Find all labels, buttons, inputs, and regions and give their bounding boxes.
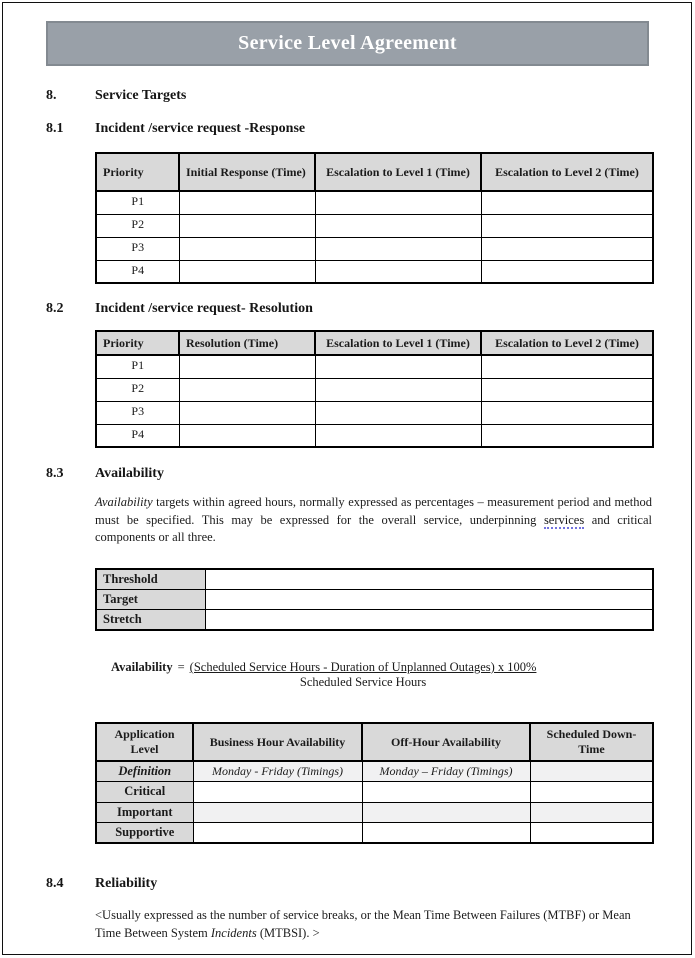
response-table xyxy=(95,152,654,284)
empty-cell xyxy=(179,401,315,424)
empty-cell xyxy=(205,569,653,590)
formula-label: Availability xyxy=(111,660,173,674)
paragraph-text: targets within agreed hours, normally expressed as percentages – measurement period and method must be specified. This may be expressed for the overall service, underpinning xyxy=(95,495,652,527)
scheduled-downtime-cell xyxy=(530,761,653,782)
priority-cell: P2 xyxy=(96,378,179,401)
table-row-important xyxy=(96,802,653,823)
scheduled-downtime-cell xyxy=(530,782,653,803)
table-row xyxy=(96,569,653,590)
empty-cell xyxy=(315,260,481,283)
table-header-row xyxy=(96,331,653,355)
title-banner xyxy=(46,21,649,66)
section-title: Service Targets xyxy=(95,88,187,103)
table-row xyxy=(96,401,653,424)
scheduled-downtime-cell xyxy=(530,823,653,844)
column-header: Application Level xyxy=(96,723,193,761)
empty-cell xyxy=(179,191,315,214)
empty-cell xyxy=(315,401,481,424)
grammar-marked-word: services xyxy=(543,512,585,527)
priority-cell: P3 xyxy=(96,401,179,424)
empty-cell xyxy=(481,260,653,283)
row-label: Supportive xyxy=(96,823,193,844)
empty-cell xyxy=(179,260,315,283)
table-row xyxy=(96,191,653,214)
section-number: 8. xyxy=(46,88,57,103)
table-row xyxy=(96,610,653,631)
section-heading-8 xyxy=(46,88,652,104)
empty-cell xyxy=(481,237,653,260)
business-hour-cell xyxy=(193,782,362,803)
paragraph-text: and critical components or all three. xyxy=(95,512,652,544)
empty-cell xyxy=(179,424,315,447)
row-label: Target xyxy=(96,590,205,610)
table-row-critical xyxy=(96,782,653,803)
empty-cell xyxy=(179,378,315,401)
empty-cell xyxy=(315,378,481,401)
availability-paragraph xyxy=(95,494,652,547)
empty-cell xyxy=(315,191,481,214)
business-hour-cell xyxy=(193,802,362,823)
section-title: Availability xyxy=(95,466,164,481)
formula-denominator: Scheduled Service Hours xyxy=(299,675,427,689)
off-hour-cell xyxy=(362,802,530,823)
priority-cell: P2 xyxy=(96,214,179,237)
empty-cell xyxy=(179,237,315,260)
empty-cell xyxy=(179,214,315,237)
paragraph-lead-italic: Availability xyxy=(95,495,153,509)
empty-cell xyxy=(205,610,653,631)
table-header-row xyxy=(96,153,653,191)
row-label: Definition xyxy=(96,761,193,782)
paragraph-text: (MTBSI). > xyxy=(256,925,320,940)
empty-cell xyxy=(481,355,653,378)
table-row xyxy=(96,260,653,283)
column-header: Scheduled Down-Time xyxy=(530,723,653,761)
section-number: 8.1 xyxy=(46,121,64,136)
row-label: Stretch xyxy=(96,610,205,631)
priority-cell: P1 xyxy=(96,191,179,214)
paragraph-italic-word: Incidents xyxy=(210,925,257,940)
formula-numerator: (Scheduled Service Hours - Duration of Unplanned Outages) x 100% xyxy=(189,660,537,674)
column-header: Off-Hour Availability xyxy=(362,723,530,761)
empty-cell xyxy=(315,355,481,378)
priority-cell: P4 xyxy=(96,260,179,283)
empty-cell xyxy=(315,424,481,447)
table-row-definition xyxy=(96,761,653,782)
section-number: 8.4 xyxy=(46,876,64,891)
priority-cell: P1 xyxy=(96,355,179,378)
resolution-table xyxy=(95,330,654,448)
application-availability-table xyxy=(95,722,654,844)
off-hour-cell xyxy=(362,823,530,844)
table-row-supportive xyxy=(96,823,653,844)
empty-cell xyxy=(481,191,653,214)
empty-cell xyxy=(481,401,653,424)
column-header: Resolution (Time) xyxy=(179,331,315,355)
document-title: Service Level Agreement xyxy=(238,32,457,54)
empty-cell xyxy=(315,237,481,260)
section-heading-8-3 xyxy=(46,466,652,482)
table-header-row xyxy=(96,723,653,761)
empty-cell xyxy=(205,590,653,610)
column-header: Business Hour Availability xyxy=(193,723,362,761)
table-row xyxy=(96,590,653,610)
section-heading-8-1 xyxy=(46,121,652,137)
empty-cell xyxy=(481,214,653,237)
column-header: Priority xyxy=(96,153,179,191)
row-label: Important xyxy=(96,802,193,823)
business-hour-cell: Monday - Friday (Timings) xyxy=(193,761,362,782)
column-header: Escalation to Level 2 (Time) xyxy=(481,331,653,355)
section-heading-8-4 xyxy=(46,876,652,892)
empty-cell xyxy=(481,424,653,447)
table-row xyxy=(96,378,653,401)
row-label: Threshold xyxy=(96,569,205,590)
empty-cell xyxy=(315,214,481,237)
column-header: Escalation to Level 2 (Time) xyxy=(481,153,653,191)
table-row xyxy=(96,237,653,260)
scheduled-downtime-cell xyxy=(530,802,653,823)
section-number: 8.3 xyxy=(46,466,64,481)
availability-formula xyxy=(111,660,652,690)
paragraph-text: <Usually expressed as the number of service breaks, or the Mean Time Between Failures (MTBF) or Mean Time Between System xyxy=(95,908,631,940)
formula-equals: = xyxy=(177,660,185,674)
reliability-paragraph xyxy=(95,907,652,942)
column-header: Priority xyxy=(96,331,179,355)
column-header: Escalation to Level 1 (Time) xyxy=(315,153,481,191)
section-title: Incident /service request -Response xyxy=(95,121,306,136)
row-label: Critical xyxy=(96,782,193,803)
table-row xyxy=(96,214,653,237)
table-row xyxy=(96,355,653,378)
column-header: Escalation to Level 1 (Time) xyxy=(315,331,481,355)
table-row xyxy=(96,424,653,447)
off-hour-cell: Monday – Friday (Timings) xyxy=(362,761,530,782)
off-hour-cell xyxy=(362,782,530,803)
empty-cell xyxy=(481,378,653,401)
empty-cell xyxy=(179,355,315,378)
column-header: Initial Response (Time) xyxy=(179,153,315,191)
formula-fraction xyxy=(190,660,537,690)
section-title: Reliability xyxy=(95,876,158,891)
section-heading-8-2 xyxy=(46,301,652,317)
section-title: Incident /service request- Resolution xyxy=(95,301,313,316)
business-hour-cell xyxy=(193,823,362,844)
priority-cell: P3 xyxy=(96,237,179,260)
priority-cell: P4 xyxy=(96,424,179,447)
threshold-table xyxy=(95,568,654,631)
section-number: 8.2 xyxy=(46,301,64,316)
